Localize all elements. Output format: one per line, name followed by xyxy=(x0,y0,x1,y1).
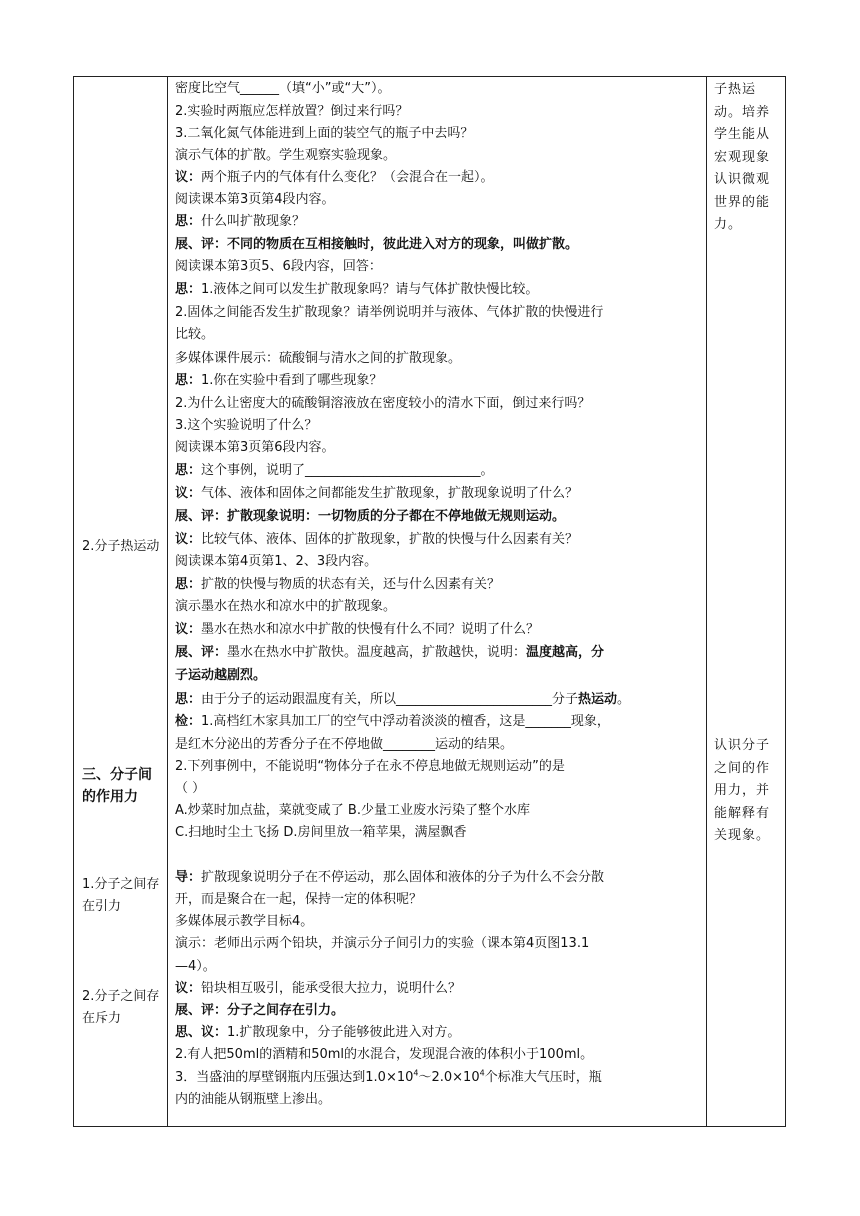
text-span: 比较气体、液体、固体的扩散现象，扩散的快慢与什么因素有关？ xyxy=(201,532,579,547)
text-span: 议： xyxy=(175,170,202,185)
content-line xyxy=(175,147,396,165)
content-line xyxy=(175,758,565,776)
content-line xyxy=(175,1046,593,1064)
lesson-table xyxy=(73,76,786,1127)
content-line xyxy=(175,980,461,998)
content-line xyxy=(175,598,396,616)
text-span: 4 xyxy=(479,1068,485,1078)
text-span: 1.液体之间可以发生扩散现象吗？请与气体扩散快慢比较。 xyxy=(201,282,539,297)
content-line xyxy=(175,103,408,121)
text-span: 演示墨水在热水和凉水中的扩散现象。 xyxy=(175,599,397,614)
text-span: 这个事例，说明了___________________________。 xyxy=(201,463,494,478)
text-span: 什么叫扩散现象？ xyxy=(201,214,306,229)
text-span: 议： xyxy=(175,622,202,637)
content-line xyxy=(175,553,377,571)
column-divider xyxy=(167,77,168,1126)
text-span: 2.为什么让密度大的硫酸铜溶液放在密度较小的清水下面，倒过来行吗？ xyxy=(175,396,591,411)
text-span: 内的油能从钢瓶壁上渗出。 xyxy=(175,1092,332,1107)
content-line xyxy=(175,258,382,276)
content-line xyxy=(175,439,335,457)
text-span: 2.下列事例中，不能说明“物体分子在永不停息地做无规则运动”的是 xyxy=(175,759,565,774)
content-line xyxy=(175,780,205,798)
text-span: 展、评：不同的物质在互相接触时，彼此进入对方的现象，叫做扩散。 xyxy=(175,237,579,252)
text-span: 墨水在热水中扩散快。温度越高，扩散越快，说明： xyxy=(227,645,527,660)
column-divider xyxy=(706,77,707,1126)
content-line xyxy=(175,531,578,549)
content-line xyxy=(175,891,422,909)
text-span: 阅读课本第3页第4段内容。 xyxy=(175,192,335,207)
content-line xyxy=(175,462,494,480)
text-span: 2.固体之间能否发生扩散现象？请举例说明并与液体、气体扩散的快慢进行 xyxy=(175,305,604,320)
text-span: 议： xyxy=(175,486,202,501)
text-span: 多媒体课件展示：硫酸铜与清水之间的扩散现象。 xyxy=(175,351,462,366)
objective-note-2: 认识分子之间的作用力，并能解释有关现象。 xyxy=(714,738,771,843)
text-span: 两个瓶子内的气体有什么变化？（会混合在一起）。 xyxy=(201,170,494,185)
content-line xyxy=(175,304,603,322)
text-span: 气体、液体和固体之间都能发生扩散现象，扩散现象说明了什么？ xyxy=(201,486,579,501)
content-line xyxy=(175,213,305,231)
content-line xyxy=(175,621,539,639)
text-span: 个标准大气压时，瓶 xyxy=(484,1070,602,1085)
text-span: 思： xyxy=(175,373,202,388)
text-span: ～2.0×10 xyxy=(418,1070,480,1085)
text-span: 思： xyxy=(175,463,202,478)
text-span: 多媒体展示教学目标4。 xyxy=(175,914,314,929)
text-span: 1.高档红木家具加工厂的空气中浮动着淡淡的檀香，这是_______现象， xyxy=(201,714,610,729)
text-span: 子运动越剧烈。 xyxy=(175,668,267,683)
text-span: 3．当盛油的厚壁钢瓶内压强达到1.0×10 xyxy=(175,1070,414,1085)
text-span: 思： xyxy=(175,214,202,229)
text-span: 扩散现象说明分子在不停运动，那么固体和液体的分子为什么不会分散 xyxy=(201,870,605,885)
text-span: 思： xyxy=(175,692,202,707)
text-span: C.扫地时尘土飞扬 D.房间里放一箱苹果，满屋飘香 xyxy=(175,825,467,840)
content-line xyxy=(175,736,513,754)
text-span: A.炒菜时加点盐，菜就变咸了 B.少量工业废水污染了整个水库 xyxy=(175,803,530,818)
content-line xyxy=(175,824,467,842)
content-line xyxy=(175,576,500,594)
content-line xyxy=(175,1024,460,1042)
text-span: 4 xyxy=(413,1068,419,1078)
text-span: 。 xyxy=(617,692,631,707)
content-line xyxy=(175,802,530,820)
content-line xyxy=(175,869,604,887)
content-line xyxy=(175,125,473,143)
content-line xyxy=(175,1002,344,1020)
content-line xyxy=(175,350,461,368)
text-span: 墨水在热水和凉水中扩散的快慢有什么不同？说明了什么？ xyxy=(201,622,540,637)
text-span: 1.扩散现象中，分子能够彼此进入对方。 xyxy=(227,1025,461,1040)
subsection-label-attraction: 1.分子之间存在引力 xyxy=(82,877,160,914)
text-span: 温度越高，分 xyxy=(526,645,605,660)
text-span: 思： xyxy=(175,282,202,297)
objective-note-1: 子热运动。培养学生能从宏观现象认识微观世界的能力。 xyxy=(714,82,771,232)
content-line xyxy=(175,417,317,435)
content-line xyxy=(175,395,590,413)
content-line xyxy=(175,644,604,662)
content-line xyxy=(175,326,214,344)
content-line xyxy=(175,935,589,953)
content-line xyxy=(175,691,630,709)
text-span: 演示气体的扩散。学生观察实验现象。 xyxy=(175,148,397,163)
content-line xyxy=(175,372,382,390)
text-span: 热运动 xyxy=(578,692,618,707)
text-span: —4）。 xyxy=(175,959,216,974)
text-span: 2.实验时两瓶应怎样放置？倒过来行吗？ xyxy=(175,104,409,119)
content-line xyxy=(175,713,610,731)
text-span: 1.你在实验中看到了哪些现象？ xyxy=(201,373,383,388)
text-span: 扩散的快慢与物质的状态有关，还与什么因素有关？ xyxy=(201,577,501,592)
content-line xyxy=(175,485,578,503)
text-span: 思、议： xyxy=(175,1025,228,1040)
text-span: 展、评： xyxy=(175,645,228,660)
content-line xyxy=(175,281,538,299)
text-span: （ ） xyxy=(175,781,206,796)
text-span: 检： xyxy=(175,714,202,729)
section-label-molecular-motion: 2.分子热运动 xyxy=(82,539,160,554)
text-span: 2.有人把50ml的酒精和50ml的水混合，发现混合液的体积小于100ml。 xyxy=(175,1047,594,1062)
text-span: 阅读课本第3页第6段内容。 xyxy=(175,440,335,455)
text-span: 铅块相互吸引，能承受很大拉力，说明什么？ xyxy=(201,981,462,996)
text-span: 由于分子的运动跟温度有关，所以________________________分子 xyxy=(201,692,579,707)
text-span: 3.二氧化氮气体能进到上面的装空气的瓶子中去吗？ xyxy=(175,126,474,141)
text-span: 展、评：分子之间存在引力。 xyxy=(175,1003,345,1018)
content-line xyxy=(175,1069,602,1087)
content-line xyxy=(175,508,565,526)
content-line xyxy=(175,913,313,931)
text-span: 3.这个实验说明了什么？ xyxy=(175,418,318,433)
text-span: 导： xyxy=(175,870,202,885)
text-span: 比较。 xyxy=(175,327,215,342)
text-span: 展、评：扩散现象说明：一切物质的分子都在不停地做无规则运动。 xyxy=(175,509,566,524)
content-line xyxy=(175,236,578,254)
text-span: 议： xyxy=(175,981,202,996)
content-line xyxy=(175,1091,331,1109)
content-line xyxy=(175,169,494,187)
content-line xyxy=(175,191,335,209)
text-span: 阅读课本第3页5、6段内容，回答： xyxy=(175,259,382,274)
text-span: 密度比空气______（填“小”或“大”）。 xyxy=(175,81,391,96)
section-heading-intermolecular-force: 三、分子间的作用力 xyxy=(82,767,152,805)
subsection-label-repulsion: 2.分子之间存在斥力 xyxy=(82,989,160,1026)
text-span: 演示：老师出示两个铅块，并演示分子间引力的实验（课本第4页图13.1 xyxy=(175,936,590,951)
text-span: 是红木分泌出的芳香分子在不停地做________运动的结果。 xyxy=(175,737,514,752)
content-line xyxy=(175,667,266,685)
text-span: 阅读课本第4页第1、2、3段内容。 xyxy=(175,554,378,569)
text-span: 思： xyxy=(175,577,202,592)
content-line xyxy=(175,80,390,98)
text-span: 议： xyxy=(175,532,202,547)
text-span: 开，而是聚合在一起，保持一定的体积呢？ xyxy=(175,892,423,907)
content-line xyxy=(175,958,216,976)
